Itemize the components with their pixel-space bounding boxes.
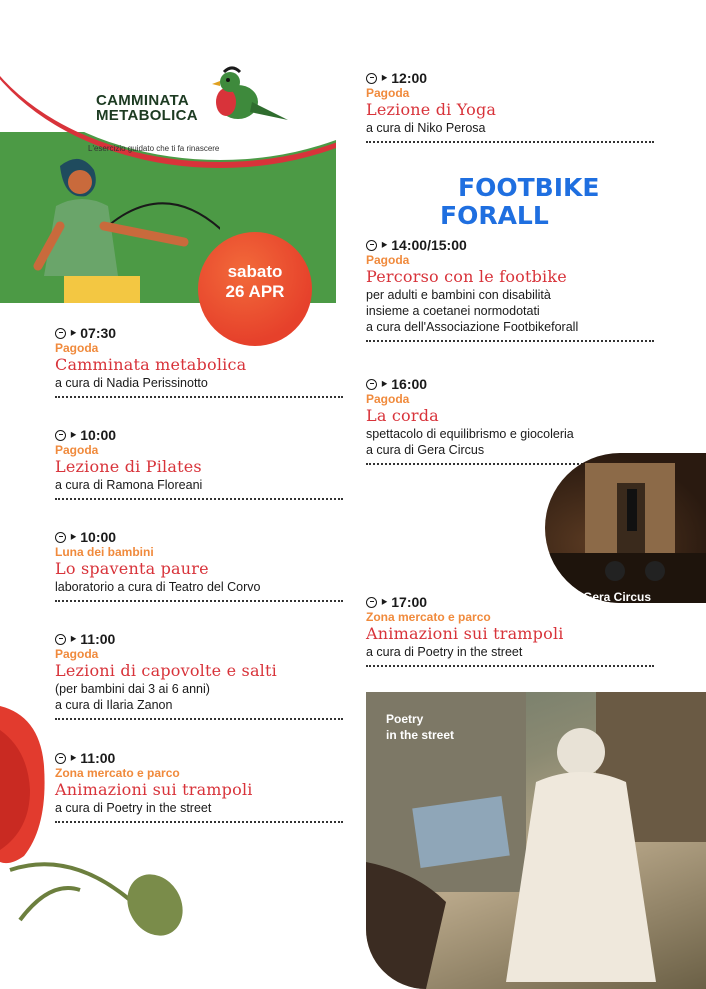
event-time: 14:00/15:00 [391,237,467,253]
event-title: Animazioni sui trampoli [55,780,253,799]
event-detail: per adulti e bambini con disabilità [366,288,551,302]
arrow-icon: ‣ [380,237,389,253]
arrow-icon: ‣ [69,427,78,443]
footbike-logo-line1: FOOTBIKE [458,173,600,202]
clock-icon [55,430,66,441]
event-time: 16:00 [391,376,428,392]
event-time: 10:00 [80,427,117,443]
event-title: Camminata metabolica [55,355,247,374]
clock-icon [55,634,66,645]
circus-scene-illustration [545,453,706,603]
arrow-icon: ‣ [69,631,78,647]
event-time: 11:00 [80,631,116,647]
arrow-icon: ‣ [69,325,78,341]
event-place: Pagoda [366,392,410,406]
bird-logo-icon [200,66,290,132]
event-0730 [55,325,343,398]
event-detail: insieme a coetanei normodotati [366,304,540,318]
event-detail: a cura di Ramona Floreani [55,478,203,492]
clock-icon [55,532,66,543]
clock-icon [366,597,377,608]
event-title: Lo spaventa paure [55,559,209,578]
event-title: La corda [366,406,439,425]
event-place: Pagoda [55,341,99,355]
clock-icon [366,240,377,251]
event-place: Pagoda [366,86,410,100]
clock-icon [55,328,66,339]
date-badge: sabato 26 APR [198,232,312,346]
event-detail: a cura di Niko Perosa [366,121,486,135]
dotted-divider [366,340,654,342]
logo-tagline: L'esercizio guidato che ti fa rinascere [88,144,220,153]
arrow-icon: ‣ [69,750,78,766]
dotted-divider [55,396,343,398]
clock-icon [366,379,377,390]
event-detail: a cura di Poetry in the street [55,801,212,815]
event-time: 11:00 [80,750,116,766]
event-1200-yoga [366,70,654,143]
event-place: Pagoda [55,647,99,661]
arrow-icon: ‣ [69,529,78,545]
event-1000-spaventa [55,529,343,602]
event-time: 17:00 [391,594,428,610]
event-title: Percorso con le footbike [366,267,567,286]
event-title: Lezione di Pilates [55,457,202,476]
event-1400-footbike [366,237,654,342]
event-detail: a cura di Gera Circus [366,443,485,457]
dotted-divider [55,498,343,500]
footbike-forall-logo [440,172,640,228]
event-detail: laboratorio a cura di Teatro del Corvo [55,580,261,594]
circus-caption: Gera Circus [583,590,652,604]
dotted-divider [366,141,654,143]
poppy-flower-illustration [0,700,200,989]
event-1600-corda [366,376,654,465]
clock-icon [366,73,377,84]
event-place: Zona mercato e parco [366,610,491,624]
dotted-divider [55,600,343,602]
arrow-icon: ‣ [380,70,389,86]
event-detail: (per bambini dai 3 ai 6 anni) [55,682,210,696]
gera-circus-photo [545,453,706,603]
event-time: 12:00 [391,70,428,86]
event-time: 10:00 [80,529,117,545]
event-detail: a cura di Poetry in the street [366,645,523,659]
event-place: Zona mercato e parco [55,766,180,780]
event-1700-trampoli [366,594,654,667]
walking-woman-illustration [30,156,220,303]
event-time: 07:30 [80,325,117,341]
event-title: Animazioni sui trampoli [366,624,564,643]
event-title: Lezione di Yoga [366,100,497,119]
event-detail: a cura di Nadia Perissinotto [55,376,208,390]
event-1000-pilates [55,427,343,500]
event-place: Pagoda [366,253,410,267]
camminata-metabolica-logo: CAMMINATA METABOLICA [96,92,198,124]
event-place: Luna dei bambini [55,545,154,559]
event-title: Lezioni di capovolte e salti [55,661,277,680]
event-detail: a cura dell'Associazione Footbikeforall [366,320,579,334]
event-detail: spettacolo di equilibrismo e giocoleria [366,427,574,441]
event-place: Pagoda [55,443,99,457]
dotted-divider [366,665,654,667]
event-detail: a cura di Ilaria Zanon [55,698,173,712]
arrow-icon: ‣ [380,376,389,392]
street-caption: Poetry in the street [386,712,455,742]
arrow-icon: ‣ [380,594,389,610]
footbike-logo-line2: FORALL [440,201,549,228]
